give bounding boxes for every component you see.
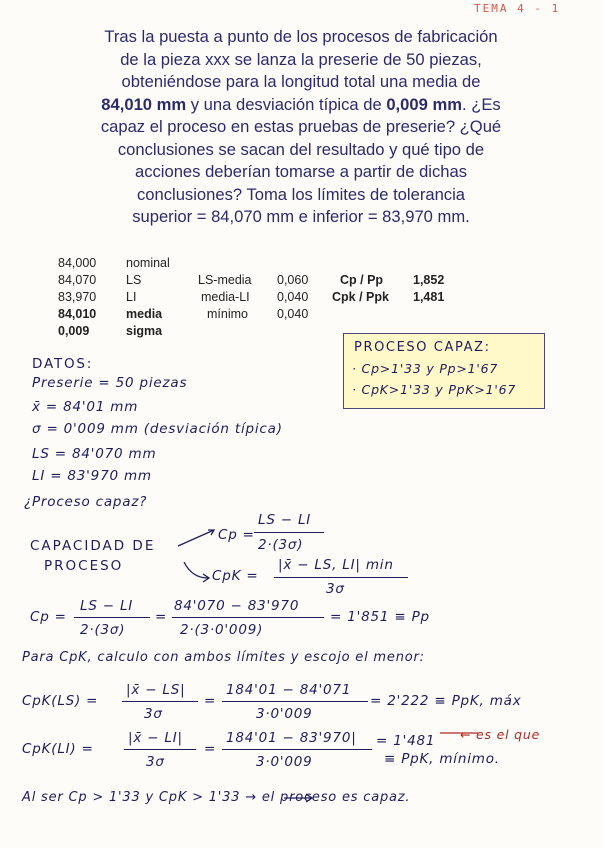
table-cell: LI <box>126 290 137 304</box>
problem-line: obteniéndose para la longitud total una media de <box>121 72 481 91</box>
problem-line: acciones deberían tomarse a partir de dichas <box>134 162 468 181</box>
table-cell: 84,010 <box>58 307 97 321</box>
problem-line: de la pieza xxx se lanza la preserie de 50 piezas, <box>120 49 482 69</box>
cpk-li-eq: = <box>204 741 217 757</box>
cp-calc-num2: 84'070 − 83'970 <box>174 598 300 614</box>
datos-question: ¿Proceso capaz? <box>24 494 148 510</box>
cpk-li-lhs: CpK(LI) = <box>22 741 94 757</box>
cp-calc-lhs: Cp = <box>30 609 67 625</box>
cpk-li-num2: 184'01 − 83'970| <box>226 730 357 746</box>
capacidad-label: CAPACIDAD DE <box>30 538 156 554</box>
cp-calc-eq: = <box>155 609 168 625</box>
table-cell: 84,000 <box>58 256 97 270</box>
table-cell: Cp / Pp <box>340 273 384 287</box>
cp-def-num: LS − LI <box>258 512 312 528</box>
mean-value: 84,010 mm <box>101 94 187 114</box>
cpk-ls-den2: 3·0'009 <box>256 706 313 722</box>
cpk-ls-num2: 184'01 − 84'071 <box>226 682 352 698</box>
datos-line: LS = 84'070 mm <box>32 446 157 462</box>
cp-calc-num: LS − LI <box>80 598 134 614</box>
cpk-def-den: 3σ <box>326 581 345 597</box>
fraction-bar <box>254 532 324 533</box>
table-cell: 83,970 <box>58 290 97 304</box>
problem-line: capaz el proceso en estas pruebas de preserie? ¿Qué <box>100 117 502 136</box>
table-cell: 0,040 <box>277 307 309 321</box>
table-cell: media <box>126 307 163 321</box>
capacidad-label: PROCESO <box>44 558 124 574</box>
cp-def-lhs: Cp = <box>218 527 255 543</box>
cp-calc-den: 2·(3σ) <box>80 622 126 638</box>
cpk-ls-den: 3σ <box>144 706 163 722</box>
cpk-li-result: = 1'481 <box>376 733 436 749</box>
box-line: · CpK>1'33 y PpK>1'67 <box>352 382 517 397</box>
table-cell: media-LI <box>201 290 250 304</box>
fraction-bar <box>74 617 150 618</box>
cp-calc-den2: 2·(3·0'009) <box>180 622 264 638</box>
fraction-bar <box>122 701 198 702</box>
table-cell: Cpk / Ppk <box>332 290 389 304</box>
datos-line: σ = 0'009 mm (desviación típica) <box>32 421 283 437</box>
arrow-up <box>178 530 214 546</box>
fraction-bar <box>222 701 368 702</box>
problem-line: conclusiones se sacan del resultado y qué tipo de <box>117 139 485 159</box>
cpk-ls-result: = 2'222 ≡ PpK, máx <box>370 693 522 709</box>
cpk-li-den2: 3·0'009 <box>256 754 313 770</box>
datos-title: DATOS: <box>32 356 94 372</box>
conclusion: Al ser Cp > 1'33 y CpK > 1'33 → el proceso es capaz. <box>22 790 411 805</box>
box-line: · Cp>1'33 y Pp>1'67 <box>352 361 499 376</box>
problem-line: 84,010 mm y una desviación típica de 0,009 mm. ¿Es <box>101 94 501 114</box>
table-cell: mínimo <box>207 307 248 321</box>
table-cell: LS-media <box>198 273 252 287</box>
table-cell: 0,040 <box>277 290 309 304</box>
para-note: Para CpK, calculo con ambos límites y escojo el menor: <box>22 650 425 665</box>
fraction-bar <box>172 617 324 618</box>
table-cell: 1,852 <box>413 273 445 287</box>
problem-line: conclusiones? Toma los límites de tolerancia <box>136 184 466 204</box>
tema-label: TEMA 4 - 1 <box>474 2 561 15</box>
problem-line: Tras la puesta a punto de los procesos de fabricación <box>104 27 498 46</box>
fraction-bar <box>124 749 196 750</box>
sigma-value: 0,009 mm <box>386 94 462 114</box>
table-cell: sigma <box>126 324 163 338</box>
datos-line: LI = 83'970 mm <box>32 468 152 484</box>
problem-line: superior = 84,070 mm e inferior = 83,970 mm. <box>132 207 470 226</box>
table-cell: 0,060 <box>277 273 309 287</box>
cpk-li-num: |x̄ − LI| <box>128 730 183 746</box>
cpk-def-lhs: CpK = <box>212 568 259 584</box>
cpk-ls-eq: = <box>204 693 217 709</box>
table-cell: 84,070 <box>58 273 97 287</box>
cp-calc-result: = 1'851 ≡ Pp <box>330 609 430 625</box>
cpk-def-num: |x̄ − LS, LI| min <box>278 557 394 573</box>
cpk-ls-lhs: CpK(LS) = <box>22 693 99 709</box>
cpk-ls-num: |x̄ − LS| <box>126 682 186 698</box>
cpk-li-den: 3σ <box>146 754 165 770</box>
fraction-bar <box>274 577 408 578</box>
cp-def-den: 2·(3σ) <box>258 537 304 553</box>
box-title: PROCESO CAPAZ: <box>354 340 491 355</box>
cpk-li-note: ← es el que <box>460 727 541 742</box>
datos-line: Preserie = 50 piezas <box>32 375 188 391</box>
table-cell: nominal <box>126 256 170 270</box>
datos-line: x̄ = 84'01 mm <box>32 399 139 415</box>
fraction-bar <box>222 749 372 750</box>
table-cell: LS <box>126 273 142 287</box>
table-cell: 0,009 <box>58 324 90 338</box>
table-cell: 1,481 <box>413 290 445 304</box>
cpk-li-result2: ≡ PpK, mínimo. <box>384 751 500 767</box>
